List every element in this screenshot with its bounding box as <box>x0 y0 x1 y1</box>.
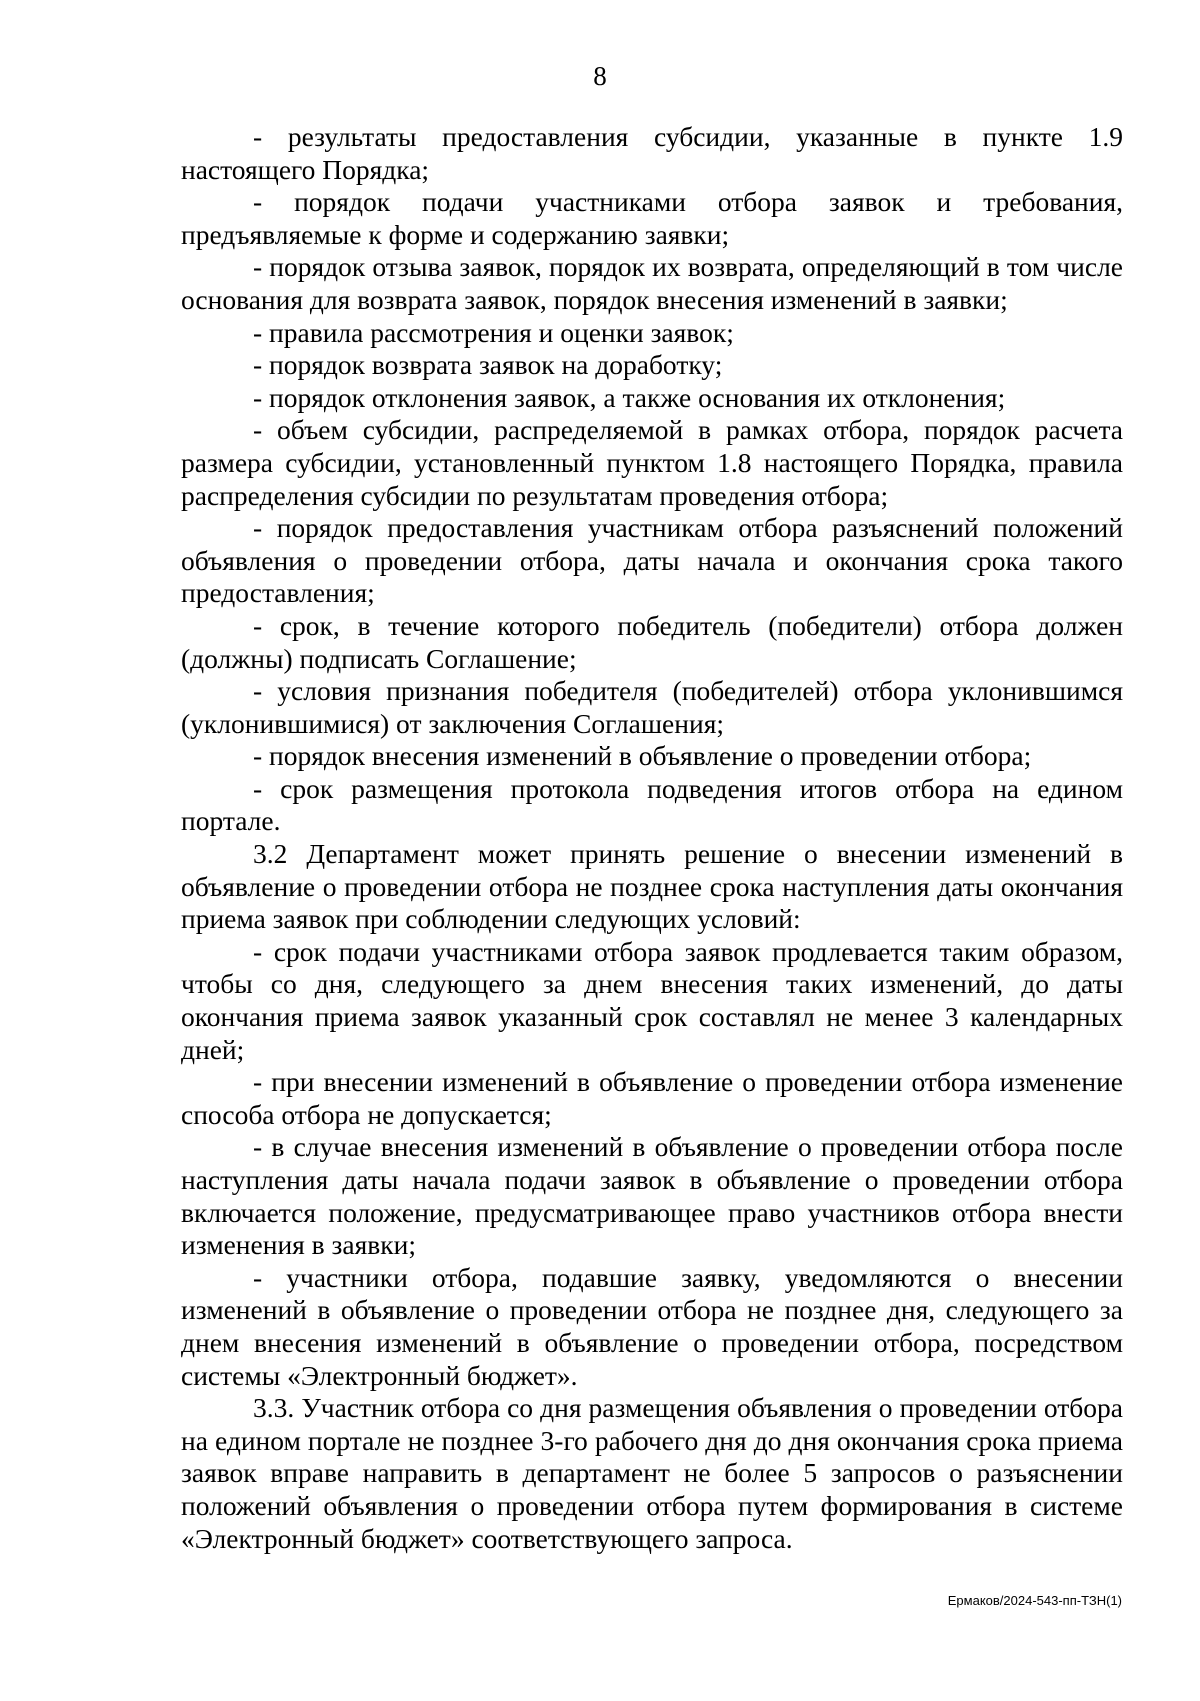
paragraph: - срок размещения протокола подведения итогов отбора на едином портале. <box>181 772 1123 837</box>
paragraph: - порядок внесения изменений в объявление о проведении отбора; <box>253 740 1032 772</box>
paragraph: - срок подачи участниками отбора заявок продлевается таким образом, чтобы со дня, следующего за днем внесения таких изменений, до даты окончания приема заявок указанный срок составлял не менее 3 календарных дней; <box>181 935 1123 1065</box>
paragraph: - порядок возврата заявок на доработку; <box>253 349 723 381</box>
document-body <box>181 121 1123 1555</box>
paragraph: - порядок отзыва заявок, порядок их возврата, определяющий в том числе основания для возврата заявок, порядок внесения изменений в заявки; <box>181 251 1123 315</box>
paragraph: - порядок предоставления участникам отбора разъяснений положений объявления о проведении отбора, даты начала и окончания срока такого предоставления; <box>181 512 1123 609</box>
paragraph: - правила рассмотрения и оценки заявок; <box>253 316 734 348</box>
document-registration-code: Ермаков/2024-543-пп-ТЗН(1) <box>947 1593 1122 1608</box>
page-number: 8 <box>593 61 607 91</box>
paragraph: 3.3. Участник отбора со дня размещения объявления о проведении отбора на едином портале не позднее 3-го рабочего дня до дня окончания срока приема заявок вправе направить в департамент не более 5 запросов о разъяснении положений объявления о проведении отбора путем формирования в системе «Электронный бюджет» соответствующего запроса. <box>181 1392 1123 1554</box>
paragraph: - порядок подачи участниками отбора заявок и требования, предъявляемые к форме и содержанию заявки; <box>181 186 1123 250</box>
paragraph: - участники отбора, подавшие заявку, уведомляются о внесении изменений в объявление о проведении отбора не позднее дня, следующего за днем внесения изменений в объявление о проведении отбора, посредством системы «Электронный бюджет». <box>181 1261 1123 1391</box>
paragraph: - срок, в течение которого победитель (победители) отбора должен (должны) подписать Соглашение; <box>181 609 1123 674</box>
paragraph: - порядок отклонения заявок, а также основания их отклонения; <box>253 381 1006 413</box>
paragraph: - при внесении изменений в объявление о проведении отбора изменение способа отбора не допускается; <box>181 1066 1123 1130</box>
paragraph: - результаты предоставления субсидии, указанные в пункте 1.9 настоящего Порядка; <box>181 121 1123 185</box>
paragraph: - объем субсидии, распределяемой в рамках отбора, порядок расчета размера субсидии, установленный пунктом 1.8 настоящего Порядка, правила распределения субсидии по результатам проведения отбора; <box>181 414 1123 511</box>
paragraph: - условия признания победителя (победителей) отбора уклонившимся (уклонившимися) от заключения Соглашения; <box>181 675 1123 739</box>
paragraph: - в случае внесения изменений в объявление о проведении отбора после наступления даты начала подачи заявок в объявление о проведении отбора включается положение, предусматривающее право участников отбора внести изменения в заявки; <box>181 1131 1123 1261</box>
paragraph: 3.2 Департамент может принять решение о внесении изменений в объявление о проведении отбора не позднее срока наступления даты окончания приема заявок при соблюдении следующих условий: <box>181 838 1123 935</box>
